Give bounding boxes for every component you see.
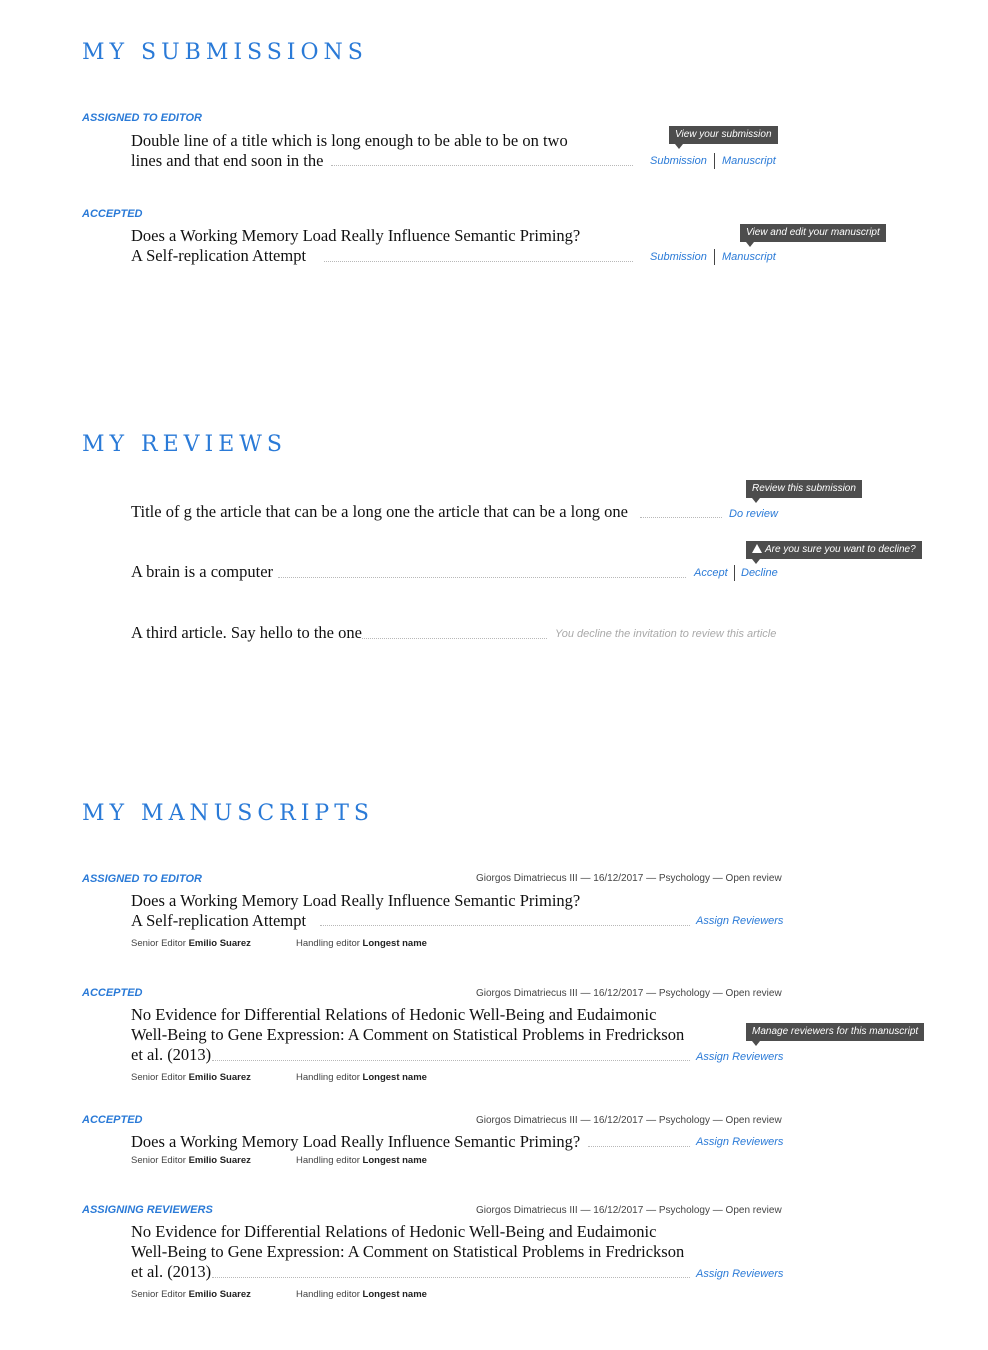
leader-dots bbox=[212, 1060, 690, 1061]
handling-editor-name: Longest name bbox=[362, 1155, 427, 1166]
submission-status: ASSIGNED TO EDITOR bbox=[82, 112, 203, 124]
senior-editor bbox=[131, 1072, 251, 1083]
title-line: A Self-replication Attempt bbox=[131, 911, 307, 930]
declined-note: You decline the invitation to review this article bbox=[555, 628, 777, 640]
handling-editor bbox=[296, 938, 427, 949]
handling-editor-label: Handling editor bbox=[296, 1289, 360, 1300]
title-line: Does a Working Memory Load Really Influence Semantic Priming? bbox=[131, 226, 581, 245]
tooltip-tail bbox=[752, 1041, 760, 1046]
review-title: A third article. Say hello to the one bbox=[131, 623, 362, 642]
assign-reviewers-link[interactable]: Assign Reviewers bbox=[696, 915, 784, 927]
leader-dots bbox=[320, 925, 690, 926]
submission-link[interactable]: Submission bbox=[650, 251, 707, 263]
leader-dots bbox=[588, 1146, 690, 1147]
link-separator bbox=[714, 249, 715, 265]
tooltip bbox=[740, 224, 886, 242]
senior-editor-label: Senior Editor bbox=[131, 1155, 186, 1166]
senior-editor bbox=[131, 1289, 251, 1300]
senior-editor bbox=[131, 938, 251, 949]
handling-editor-label: Handling editor bbox=[296, 938, 360, 949]
leader-dots bbox=[324, 261, 633, 262]
handling-editor-name: Longest name bbox=[362, 938, 427, 949]
manuscript-meta: Giorgos Dimatriecus III — 16/12/2017 — Psychology — Open review bbox=[476, 873, 782, 884]
senior-editor-name: Emilio Suarez bbox=[188, 1155, 251, 1166]
title-line: A Self-replication Attempt bbox=[131, 246, 307, 265]
title-line: Well-Being to Gene Expression: A Comment on Statistical Problems in Fredrickson bbox=[131, 1025, 685, 1044]
title-line: lines and that end soon in the bbox=[131, 151, 324, 170]
tooltip-text: View and edit your manuscript bbox=[746, 227, 880, 238]
review-title: Title of g the article that can be a long one the article that can be a long one bbox=[131, 502, 628, 521]
tooltip-tail bbox=[752, 559, 760, 564]
do-review-link[interactable]: Do review bbox=[729, 508, 778, 520]
tooltip-text: View your submission bbox=[675, 129, 772, 140]
title-line: Double line of a title which is long enough to be able to be on two bbox=[131, 131, 568, 150]
assign-reviewers-link[interactable]: Assign Reviewers bbox=[696, 1136, 784, 1148]
link-separator bbox=[714, 153, 715, 169]
leader-dots bbox=[331, 165, 633, 166]
submission-link[interactable]: Submission bbox=[650, 155, 707, 167]
senior-editor-label: Senior Editor bbox=[131, 1289, 186, 1300]
manuscript-link[interactable]: Manuscript bbox=[722, 155, 776, 167]
tooltip-tail bbox=[675, 144, 683, 149]
tooltip-tail bbox=[752, 498, 760, 503]
title-line: et al. (2013) bbox=[131, 1045, 212, 1064]
submissions-heading: MY SUBMISSIONS bbox=[82, 40, 368, 65]
tooltip-tail bbox=[746, 242, 754, 247]
title-line: Does a Working Memory Load Really Influence Semantic Priming? bbox=[131, 1132, 581, 1151]
leader-dots bbox=[640, 517, 722, 518]
tooltip-text: Manage reviewers for this manuscript bbox=[752, 1026, 919, 1037]
title-line: Well-Being to Gene Expression: A Comment on Statistical Problems in Fredrickson bbox=[131, 1242, 685, 1261]
tooltip-text: Review this submission bbox=[752, 483, 856, 494]
senior-editor-name: Emilio Suarez bbox=[188, 938, 251, 949]
title-line: No Evidence for Differential Relations of Hedonic Well-Being and Eudaimonic bbox=[131, 1005, 657, 1024]
tooltip bbox=[746, 1023, 924, 1041]
tooltip bbox=[669, 126, 778, 144]
handling-editor-label: Handling editor bbox=[296, 1155, 360, 1166]
senior-editor-name: Emilio Suarez bbox=[188, 1072, 251, 1083]
review-title: A brain is a computer bbox=[131, 562, 274, 581]
manuscripts-heading: MY MANUSCRIPTS bbox=[82, 801, 374, 826]
assign-reviewers-link[interactable]: Assign Reviewers bbox=[696, 1051, 784, 1063]
tooltip bbox=[746, 541, 922, 559]
manuscript-title bbox=[131, 1132, 691, 1152]
manuscript-title bbox=[131, 1222, 711, 1282]
senior-editor-label: Senior Editor bbox=[131, 1072, 186, 1083]
submission-title bbox=[131, 226, 651, 266]
manuscript-link[interactable]: Manuscript bbox=[722, 251, 776, 263]
senior-editor-name: Emilio Suarez bbox=[188, 1289, 251, 1300]
assign-reviewers-link[interactable]: Assign Reviewers bbox=[696, 1268, 784, 1280]
manuscript-meta: Giorgos Dimatriecus III — 16/12/2017 — Psychology — Open review bbox=[476, 1205, 782, 1216]
link-separator bbox=[734, 565, 735, 581]
manuscript-status: ASSIGNED TO EDITOR bbox=[82, 873, 203, 885]
submission-status: ACCEPTED bbox=[82, 208, 143, 220]
senior-editor bbox=[131, 1155, 251, 1166]
handling-editor-label: Handling editor bbox=[296, 1072, 360, 1083]
leader-dots bbox=[278, 577, 686, 578]
warning-triangle-icon bbox=[752, 544, 762, 553]
handling-editor-name: Longest name bbox=[362, 1072, 427, 1083]
title-line: Does a Working Memory Load Really Influence Semantic Priming? bbox=[131, 891, 581, 910]
manuscript-status: ACCEPTED bbox=[82, 1114, 143, 1126]
accept-link[interactable]: Accept bbox=[694, 567, 728, 579]
manuscript-title bbox=[131, 1005, 711, 1065]
tooltip-text: Are you sure you want to decline? bbox=[765, 544, 916, 555]
decline-link[interactable]: Decline bbox=[741, 567, 778, 579]
handling-editor bbox=[296, 1289, 427, 1300]
handling-editor bbox=[296, 1155, 427, 1166]
leader-dots bbox=[212, 1277, 690, 1278]
manuscript-meta: Giorgos Dimatriecus III — 16/12/2017 — Psychology — Open review bbox=[476, 988, 782, 999]
handling-editor-name: Longest name bbox=[362, 1289, 427, 1300]
manuscript-status: ACCEPTED bbox=[82, 987, 143, 999]
reviews-heading: MY REVIEWS bbox=[82, 432, 287, 457]
title-line: et al. (2013) bbox=[131, 1262, 212, 1281]
title-line: No Evidence for Differential Relations of Hedonic Well-Being and Eudaimonic bbox=[131, 1222, 657, 1241]
tooltip bbox=[746, 480, 862, 498]
senior-editor-label: Senior Editor bbox=[131, 938, 186, 949]
manuscript-status: ASSIGNING REVIEWERS bbox=[82, 1204, 213, 1216]
leader-dots bbox=[362, 638, 547, 639]
manuscript-meta: Giorgos Dimatriecus III — 16/12/2017 — Psychology — Open review bbox=[476, 1115, 782, 1126]
handling-editor bbox=[296, 1072, 427, 1083]
